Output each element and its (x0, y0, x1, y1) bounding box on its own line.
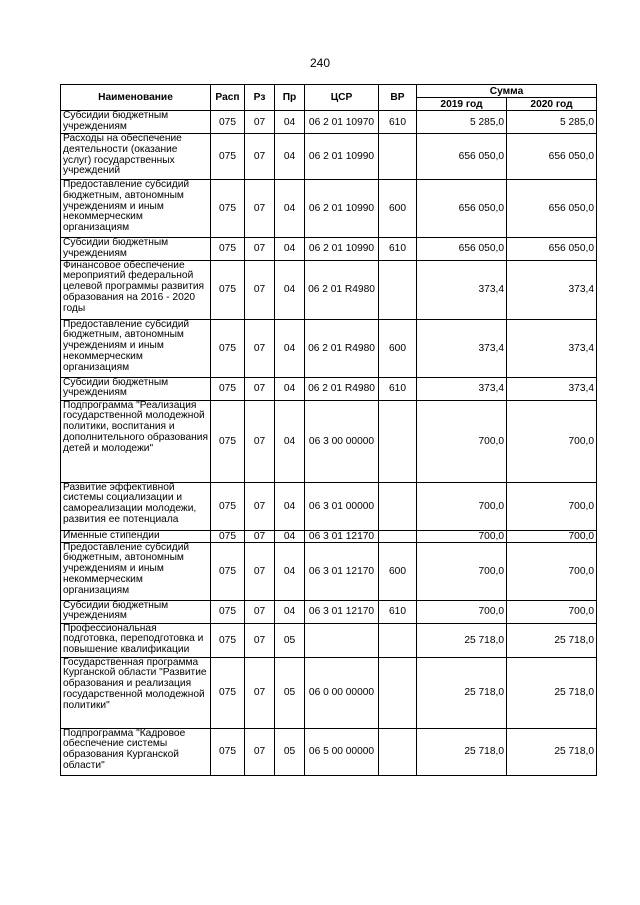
row-rz: 07 (245, 260, 275, 319)
table-row (61, 180, 597, 238)
header-rasp: Расп (211, 85, 245, 111)
row-vr (379, 134, 417, 180)
row-rz: 07 (245, 180, 275, 238)
row-amount-2019: 700,0 (417, 600, 507, 623)
row-pr: 04 (275, 600, 305, 623)
row-csr: 06 0 00 00000 (305, 657, 379, 728)
row-csr (305, 623, 379, 657)
row-rasp: 075 (211, 623, 245, 657)
row-rz: 07 (245, 482, 275, 530)
table-row (61, 400, 597, 482)
header-2019: 2019 год (417, 98, 507, 111)
row-amount-2019: 700,0 (417, 542, 507, 600)
row-vr: 610 (379, 377, 417, 400)
row-rasp: 075 (211, 180, 245, 238)
table-row (61, 260, 597, 319)
row-amount-2019: 700,0 (417, 482, 507, 530)
row-vr: 600 (379, 180, 417, 238)
row-rz: 07 (245, 600, 275, 623)
row-csr: 06 2 01 10990 (305, 180, 379, 238)
row-pr: 04 (275, 134, 305, 180)
row-name: Подпрограмма "Кадровое обеспечение системы образования Курганской области" (61, 728, 211, 775)
row-vr (379, 657, 417, 728)
row-name: Предоставление субсидий бюджетным, автономным учреждениям и иным некоммерческим организациям (61, 542, 211, 600)
row-rasp: 075 (211, 111, 245, 134)
table-row (61, 238, 597, 261)
row-pr: 04 (275, 400, 305, 482)
row-vr: 610 (379, 238, 417, 261)
row-vr: 600 (379, 319, 417, 377)
row-pr: 04 (275, 260, 305, 319)
row-rasp: 075 (211, 530, 245, 542)
row-csr: 06 2 01 10990 (305, 238, 379, 261)
row-name: Субсидии бюджетным учреждениям (61, 238, 211, 261)
table-row (61, 377, 597, 400)
row-pr: 04 (275, 542, 305, 600)
row-amount-2020: 656 050,0 (507, 238, 597, 261)
row-vr: 600 (379, 542, 417, 600)
row-amount-2019: 25 718,0 (417, 728, 507, 775)
row-name: Развитие эффективной системы социализации и самореализации молодежи, развития ее потенциала (61, 482, 211, 530)
row-name: Профессиональная подготовка, переподготовка и повышение квалификации (61, 623, 211, 657)
row-rasp: 075 (211, 482, 245, 530)
row-amount-2020: 700,0 (507, 542, 597, 600)
row-csr: 06 2 01 R4980 (305, 377, 379, 400)
row-amount-2019: 373,4 (417, 377, 507, 400)
row-name: Подпрограмма "Реализация государственной молодежной политики, воспитания и дополнительного образования детей и молодежи" (61, 400, 211, 482)
row-amount-2020: 700,0 (507, 530, 597, 542)
row-pr: 05 (275, 728, 305, 775)
table-row (61, 728, 597, 775)
row-amount-2019: 656 050,0 (417, 238, 507, 261)
page-number: 240 (309, 56, 331, 70)
header-2020: 2020 год (507, 98, 597, 111)
row-rasp: 075 (211, 600, 245, 623)
row-amount-2020: 700,0 (507, 600, 597, 623)
row-rasp: 075 (211, 400, 245, 482)
header-sum: Сумма (417, 85, 597, 98)
table-row (61, 530, 597, 542)
row-csr: 06 3 01 12170 (305, 600, 379, 623)
row-csr: 06 2 01 10990 (305, 134, 379, 180)
table-row (61, 657, 597, 728)
row-amount-2019: 373,4 (417, 319, 507, 377)
table-row (61, 600, 597, 623)
row-amount-2019: 700,0 (417, 530, 507, 542)
header-pr: Пр (275, 85, 305, 111)
header-rz: Рз (245, 85, 275, 111)
row-pr: 04 (275, 530, 305, 542)
row-pr: 04 (275, 238, 305, 261)
row-amount-2019: 656 050,0 (417, 180, 507, 238)
row-name: Предоставление субсидий бюджетным, автономным учреждениям и иным некоммерческим организациям (61, 180, 211, 238)
row-rz: 07 (245, 542, 275, 600)
row-rz: 07 (245, 238, 275, 261)
row-rz: 07 (245, 111, 275, 134)
row-vr (379, 530, 417, 542)
table-row (61, 319, 597, 377)
row-csr: 06 5 00 00000 (305, 728, 379, 775)
row-amount-2019: 25 718,0 (417, 623, 507, 657)
row-rz: 07 (245, 377, 275, 400)
row-amount-2019: 5 285,0 (417, 111, 507, 134)
row-name: Субсидии бюджетным учреждениям (61, 377, 211, 400)
row-rz: 07 (245, 728, 275, 775)
row-pr: 04 (275, 180, 305, 238)
row-vr: 610 (379, 111, 417, 134)
row-amount-2020: 373,4 (507, 260, 597, 319)
row-amount-2020: 25 718,0 (507, 657, 597, 728)
row-vr: 610 (379, 600, 417, 623)
row-vr (379, 623, 417, 657)
row-vr (379, 260, 417, 319)
row-rasp: 075 (211, 260, 245, 319)
row-amount-2020: 700,0 (507, 400, 597, 482)
row-rasp: 075 (211, 377, 245, 400)
row-amount-2019: 25 718,0 (417, 657, 507, 728)
row-pr: 04 (275, 319, 305, 377)
table-row (61, 542, 597, 600)
row-amount-2020: 656 050,0 (507, 180, 597, 238)
header-row (61, 85, 597, 98)
row-rz: 07 (245, 134, 275, 180)
row-amount-2019: 656 050,0 (417, 134, 507, 180)
row-csr: 06 3 00 00000 (305, 400, 379, 482)
row-vr (379, 482, 417, 530)
row-csr: 06 2 01 R4980 (305, 319, 379, 377)
table-body (61, 111, 597, 776)
header-csr: ЦСР (305, 85, 379, 111)
row-amount-2019: 700,0 (417, 400, 507, 482)
header-name: Наименование (61, 85, 211, 111)
row-name: Субсидии бюджетным учреждениям (61, 111, 211, 134)
row-pr: 04 (275, 111, 305, 134)
row-rasp: 075 (211, 542, 245, 600)
row-csr: 06 2 01 10970 (305, 111, 379, 134)
row-pr: 04 (275, 377, 305, 400)
row-rasp: 075 (211, 319, 245, 377)
row-pr: 05 (275, 657, 305, 728)
row-csr: 06 2 01 R4980 (305, 260, 379, 319)
row-rasp: 075 (211, 134, 245, 180)
row-name: Расходы на обеспечение деятельности (оказание услуг) государственных учреждений (61, 134, 211, 180)
table-row (61, 482, 597, 530)
row-rz: 07 (245, 530, 275, 542)
row-amount-2020: 373,4 (507, 377, 597, 400)
row-rz: 07 (245, 657, 275, 728)
budget-table (60, 84, 597, 776)
row-csr: 06 3 01 12170 (305, 530, 379, 542)
row-amount-2020: 700,0 (507, 482, 597, 530)
header-vr: ВР (379, 85, 417, 111)
table-row (61, 111, 597, 134)
row-amount-2020: 25 718,0 (507, 728, 597, 775)
row-rz: 07 (245, 623, 275, 657)
row-name: Предоставление субсидий бюджетным, автономным учреждениям и иным некоммерческим организациям (61, 319, 211, 377)
table-row (61, 623, 597, 657)
row-amount-2020: 25 718,0 (507, 623, 597, 657)
row-vr (379, 728, 417, 775)
row-amount-2019: 373,4 (417, 260, 507, 319)
row-pr: 05 (275, 623, 305, 657)
row-rasp: 075 (211, 657, 245, 728)
row-name: Финансовое обеспечение мероприятий федеральной целевой программы развития образования на 2016 - 2020 годы (61, 260, 211, 319)
row-rasp: 075 (211, 728, 245, 775)
row-rasp: 075 (211, 238, 245, 261)
row-amount-2020: 373,4 (507, 319, 597, 377)
row-csr: 06 3 01 12170 (305, 542, 379, 600)
row-name: Субсидии бюджетным учреждениям (61, 600, 211, 623)
row-pr: 04 (275, 482, 305, 530)
table-row (61, 134, 597, 180)
row-name: Государственная программа Курганской области "Развитие образования и реализация государственной молодежной политики" (61, 657, 211, 728)
row-rz: 07 (245, 400, 275, 482)
row-name: Именные стипендии (61, 530, 211, 542)
row-amount-2020: 656 050,0 (507, 134, 597, 180)
row-vr (379, 400, 417, 482)
row-rz: 07 (245, 319, 275, 377)
row-amount-2020: 5 285,0 (507, 111, 597, 134)
row-csr: 06 3 01 00000 (305, 482, 379, 530)
